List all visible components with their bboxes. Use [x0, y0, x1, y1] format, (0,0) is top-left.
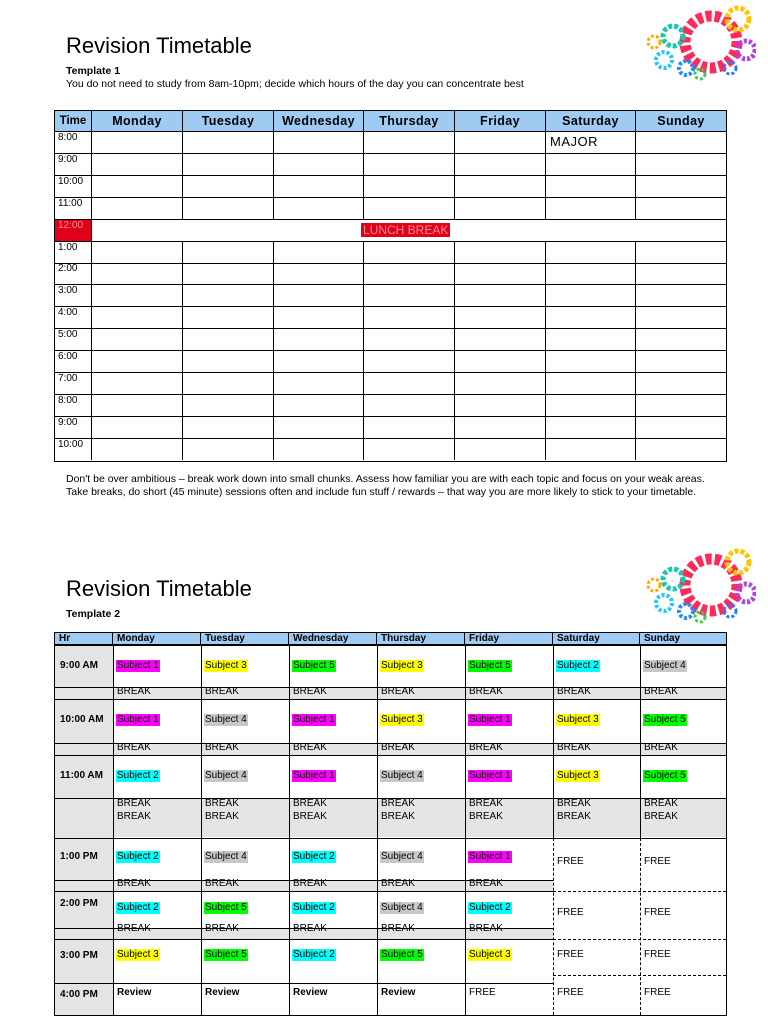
- timetable-cell[interactable]: [455, 242, 546, 263]
- break-label: BREAK: [293, 798, 327, 809]
- row-divider: [55, 645, 726, 646]
- timetable-cell[interactable]: [636, 132, 726, 153]
- break-label: BREAK: [469, 742, 503, 753]
- timetable-cell[interactable]: [92, 132, 183, 153]
- weekend-row-divider: [553, 891, 726, 892]
- break-label: BREAK: [117, 923, 151, 934]
- timetable-cell[interactable]: [455, 329, 546, 350]
- subject-cell[interactable]: Subject 5: [644, 770, 686, 781]
- timetable-cell[interactable]: [636, 176, 726, 197]
- template1-row: [55, 263, 726, 285]
- template1-row: [55, 220, 726, 242]
- template2-label: Template 2: [66, 608, 121, 620]
- break-label: BREAK: [644, 742, 678, 753]
- timetable-cell[interactable]: [636, 329, 726, 350]
- template1-row: [55, 154, 726, 176]
- template1-row: [55, 417, 726, 439]
- subject-cell[interactable]: Subject 3: [557, 770, 599, 781]
- break-label: BREAK: [293, 878, 327, 889]
- timetable-cell[interactable]: [546, 198, 636, 219]
- review-label: Review: [205, 987, 240, 998]
- gears-logo-icon: [636, 4, 756, 82]
- header-saturday: Saturday: [546, 111, 636, 131]
- template1-table: [54, 110, 727, 462]
- subject-cell[interactable]: Subject 5: [381, 949, 423, 960]
- time-cell: 6:00: [55, 351, 92, 372]
- timetable-cell[interactable]: [546, 395, 636, 416]
- timetable-cell[interactable]: [546, 263, 636, 284]
- timetable-cell[interactable]: [455, 263, 546, 284]
- weekend-row-divider: [553, 975, 726, 976]
- break-label: BREAK: [469, 798, 503, 809]
- timetable-cell[interactable]: [455, 439, 546, 460]
- weekend-divider: [640, 838, 641, 1015]
- timetable-cell[interactable]: [364, 198, 455, 219]
- time-cell: 9:00: [55, 417, 92, 438]
- timetable-cell[interactable]: [183, 154, 274, 175]
- timetable-cell[interactable]: [92, 242, 183, 263]
- timetable-cell[interactable]: [364, 439, 455, 460]
- gears-logo-icon-2: [636, 547, 756, 625]
- header2-monday: Monday: [113, 633, 201, 645]
- timetable-cell[interactable]: [364, 263, 455, 284]
- timetable-cell[interactable]: [546, 351, 636, 372]
- break-label: BREAK: [557, 798, 591, 809]
- time-label: 10:00 AM: [60, 714, 104, 725]
- free-label: FREE: [557, 907, 584, 918]
- break-label: BREAK: [293, 923, 327, 934]
- template1-row: [55, 351, 726, 373]
- subject-cell[interactable]: Subject 2: [117, 902, 159, 913]
- timetable-cell[interactable]: [364, 154, 455, 175]
- timetable-cell[interactable]: [546, 417, 636, 438]
- timetable-cell[interactable]: [183, 329, 274, 350]
- break-label: BREAK: [381, 686, 415, 697]
- header-thursday: Thursday: [364, 111, 455, 131]
- break-label: BREAK: [557, 811, 591, 822]
- timetable-cell[interactable]: [546, 176, 636, 197]
- subject-cell[interactable]: Subject 1: [293, 770, 335, 781]
- break-label: BREAK: [117, 686, 151, 697]
- time-label: 1:00 PM: [60, 851, 98, 862]
- timetable-cell[interactable]: [455, 154, 546, 175]
- header2-friday: Friday: [465, 633, 553, 645]
- break-label: BREAK: [469, 686, 503, 697]
- template1-label: Template 1: [66, 65, 121, 77]
- subject-cell[interactable]: Subject 2: [557, 660, 599, 671]
- timetable-cell[interactable]: [183, 351, 274, 372]
- timetable-cell[interactable]: [546, 373, 636, 394]
- column-divider: [377, 645, 378, 1015]
- timetable-cell[interactable]: [455, 198, 546, 219]
- subject-cell[interactable]: Subject 4: [644, 660, 686, 671]
- template2-header-row: [55, 633, 726, 645]
- template1-subtitle: You do not need to study from 8am-10pm; decide which hours of the day you can concentrate best: [66, 78, 524, 90]
- timetable-cell[interactable]: [636, 395, 726, 416]
- break-label: BREAK: [381, 923, 415, 934]
- header2-sunday: Sunday: [644, 633, 681, 644]
- timetable-cell[interactable]: [274, 198, 364, 219]
- column-divider: [465, 645, 466, 1015]
- timetable-cell[interactable]: [546, 285, 636, 306]
- timetable-cell[interactable]: [455, 285, 546, 306]
- time-label: 11:00 AM: [60, 770, 103, 781]
- time-cell: 3:00: [55, 285, 92, 306]
- subject-cell[interactable]: Subject 3: [205, 660, 247, 671]
- timetable-cell[interactable]: [455, 351, 546, 372]
- timetable-cell[interactable]: [92, 439, 183, 460]
- timetable-cell[interactable]: [92, 285, 183, 306]
- timetable-cell[interactable]: [455, 307, 546, 328]
- break-label: BREAK: [469, 811, 503, 822]
- subject-cell[interactable]: Subject 2: [293, 949, 335, 960]
- timetable-cell[interactable]: [92, 351, 183, 372]
- timetable-cell[interactable]: [455, 417, 546, 438]
- template1-row: [55, 198, 726, 220]
- subject-cell[interactable]: Subject 1: [117, 660, 159, 671]
- break-label: BREAK: [381, 798, 415, 809]
- time-cell: 9:00: [55, 154, 92, 175]
- break-label: BREAK: [117, 811, 151, 822]
- timetable-cell[interactable]: [92, 263, 183, 284]
- timetable-cell[interactable]: [274, 373, 364, 394]
- timetable-cell[interactable]: [92, 307, 183, 328]
- weekend-divider: [553, 838, 554, 1015]
- subject-cell[interactable]: Subject 1: [117, 714, 159, 725]
- subject-cell[interactable]: Subject 4: [381, 851, 423, 862]
- timetable-cell[interactable]: [636, 285, 726, 306]
- column-divider: [289, 645, 290, 1015]
- break-label: BREAK: [293, 811, 327, 822]
- template2-table: [54, 632, 727, 1016]
- time-label: 9:00 AM: [60, 660, 98, 671]
- timetable-cell[interactable]: [274, 176, 364, 197]
- template2-title: Revision Timetable: [66, 576, 252, 601]
- timetable-cell[interactable]: [183, 307, 274, 328]
- break-label: BREAK: [117, 742, 151, 753]
- time-label: 4:00 PM: [60, 989, 98, 1000]
- time-cell: 12:00: [55, 220, 92, 241]
- timetable-cell[interactable]: [274, 351, 364, 372]
- timetable-cell[interactable]: [183, 285, 274, 306]
- template1-row: [55, 242, 726, 264]
- timetable-cell[interactable]: [636, 242, 726, 263]
- timetable-cell[interactable]: [183, 373, 274, 394]
- subject-cell[interactable]: Subject 4: [381, 770, 423, 781]
- subject-cell[interactable]: Subject 2: [293, 902, 335, 913]
- break-label: BREAK: [469, 878, 503, 889]
- timetable-cell[interactable]: MAJOR: [546, 132, 636, 153]
- time-label: 2:00 PM: [60, 898, 98, 909]
- timetable-cell[interactable]: [274, 307, 364, 328]
- advice-text: Don't be over ambitious – break work down into small chunks. Assess how familiar you are with each topic and focus on your weak areas. Take breaks, do short (45 minute) sessions often and include fun stuff / rewards – that way you are more likely to stick to your timetable.: [66, 473, 705, 498]
- header2-tuesday: Tuesday: [201, 633, 289, 645]
- time-cell: 7:00: [55, 373, 92, 394]
- template1-row: [55, 329, 726, 351]
- column-divider: [113, 645, 114, 1015]
- subject-cell[interactable]: Subject 3: [117, 949, 159, 960]
- subject-cell[interactable]: Subject 1: [469, 851, 511, 862]
- timetable-cell[interactable]: [183, 439, 274, 460]
- timetable-cell[interactable]: [364, 285, 455, 306]
- time-cell: 10:00: [55, 439, 92, 460]
- header-monday: Monday: [92, 111, 183, 131]
- timetable-cell[interactable]: [364, 307, 455, 328]
- break-label: BREAK: [293, 686, 327, 697]
- time-cell: 5:00: [55, 329, 92, 350]
- time-cell: 8:00: [55, 132, 92, 153]
- time-cell: 10:00: [55, 176, 92, 197]
- column-divider: [201, 645, 202, 1015]
- subject-cell[interactable]: Subject 2: [293, 851, 335, 862]
- header2-wednesday: Wednesday: [289, 633, 377, 645]
- timetable-cell[interactable]: [364, 395, 455, 416]
- subject-cell[interactable]: Subject 5: [205, 902, 247, 913]
- timetable-cell[interactable]: [183, 395, 274, 416]
- break-label: BREAK: [644, 686, 678, 697]
- timetable-cell[interactable]: [364, 132, 455, 153]
- timetable-cell[interactable]: [455, 395, 546, 416]
- template1-row: [55, 307, 726, 329]
- timetable-cell[interactable]: [364, 373, 455, 394]
- timetable-cell[interactable]: [364, 417, 455, 438]
- timetable-cell[interactable]: [274, 242, 364, 263]
- time-cell: 4:00: [55, 307, 92, 328]
- subject-cell[interactable]: Subject 2: [117, 770, 159, 781]
- template1-row: [55, 439, 726, 461]
- timetable-cell[interactable]: [183, 198, 274, 219]
- timetable-cell[interactable]: [546, 329, 636, 350]
- timetable-cell[interactable]: [92, 417, 183, 438]
- break-label: BREAK: [205, 878, 239, 889]
- timetable-cell[interactable]: [92, 176, 183, 197]
- template1-row: [55, 373, 726, 395]
- timetable-cell[interactable]: [636, 307, 726, 328]
- subject-cell[interactable]: Subject 3: [469, 949, 511, 960]
- free-label: FREE: [644, 987, 671, 998]
- header-friday: Friday: [455, 111, 546, 131]
- timetable-cell[interactable]: [636, 351, 726, 372]
- timetable-cell[interactable]: [183, 176, 274, 197]
- timetable-cell[interactable]: [546, 439, 636, 460]
- timetable-cell[interactable]: [636, 198, 726, 219]
- subject-cell[interactable]: Subject 3: [381, 660, 423, 671]
- free-label: FREE: [557, 949, 584, 960]
- weekend-row-divider: [553, 939, 726, 940]
- timetable-cell[interactable]: [274, 439, 364, 460]
- template1-row: [55, 132, 726, 154]
- header-time: Time: [55, 111, 92, 131]
- timetable-cell[interactable]: [274, 263, 364, 284]
- template1-row: [55, 176, 726, 198]
- break-label: BREAK: [117, 798, 151, 809]
- row-divider: [55, 699, 726, 700]
- lunch-break-label: LUNCH BREAK: [363, 222, 449, 237]
- break-label: BREAK: [205, 686, 239, 697]
- subject-cell[interactable]: Subject 5: [293, 660, 335, 671]
- subject-cell[interactable]: Subject 5: [469, 660, 511, 671]
- header2-hr: Hr: [55, 633, 113, 645]
- timetable-cell[interactable]: [636, 154, 726, 175]
- header-wednesday: Wednesday: [274, 111, 364, 131]
- break-label: BREAK: [117, 878, 151, 889]
- timetable-cell[interactable]: [546, 154, 636, 175]
- subject-cell[interactable]: Subject 1: [293, 714, 335, 725]
- free-label: FREE: [557, 856, 584, 867]
- subject-cell[interactable]: Subject 2: [469, 902, 511, 913]
- break-label: BREAK: [205, 923, 239, 934]
- template1-title: Revision Timetable: [66, 33, 252, 58]
- free-label: FREE: [644, 949, 671, 960]
- timetable-cell[interactable]: [183, 417, 274, 438]
- template1-row: [55, 285, 726, 307]
- free-label: FREE: [557, 987, 584, 998]
- timetable-cell[interactable]: [455, 132, 546, 153]
- timetable-cell[interactable]: [274, 395, 364, 416]
- timetable-cell[interactable]: [183, 242, 274, 263]
- time-cell: 2:00: [55, 263, 92, 284]
- timetable-cell[interactable]: [636, 439, 726, 460]
- subject-cell[interactable]: Subject 3: [381, 714, 423, 725]
- timetable-cell[interactable]: [455, 176, 546, 197]
- header-sunday: Sunday: [657, 114, 705, 128]
- timetable-cell[interactable]: [274, 329, 364, 350]
- break-label: BREAK: [557, 686, 591, 697]
- break-label: BREAK: [644, 811, 678, 822]
- subject-cell[interactable]: Subject 4: [205, 770, 247, 781]
- timetable-cell[interactable]: [364, 242, 455, 263]
- timetable-cell[interactable]: [274, 154, 364, 175]
- row-divider: [553, 838, 726, 839]
- timetable-cell[interactable]: [92, 373, 183, 394]
- subject-cell[interactable]: Subject 2: [117, 851, 159, 862]
- timetable-cell[interactable]: [92, 198, 183, 219]
- time-cell: 1:00: [55, 242, 92, 263]
- break-label: BREAK: [205, 811, 239, 822]
- timetable-cell[interactable]: [183, 263, 274, 284]
- subject-cell[interactable]: Subject 5: [644, 714, 686, 725]
- timetable-cell[interactable]: [636, 263, 726, 284]
- time-cell: 8:00: [55, 395, 92, 416]
- timetable-cell[interactable]: [92, 154, 183, 175]
- timetable-cell[interactable]: [92, 329, 183, 350]
- break-label: BREAK: [469, 923, 503, 934]
- subject-cell[interactable]: Subject 5: [205, 949, 247, 960]
- break-label: BREAK: [557, 742, 591, 753]
- subject-cell[interactable]: Subject 4: [205, 851, 247, 862]
- timetable-cell[interactable]: [274, 417, 364, 438]
- timetable-cell[interactable]: [183, 132, 274, 153]
- break-label: BREAK: [381, 742, 415, 753]
- timetable-cell[interactable]: [274, 132, 364, 153]
- subject-cell[interactable]: Subject 4: [381, 902, 423, 913]
- break-label: BREAK: [644, 798, 678, 809]
- free-label: FREE: [644, 856, 671, 867]
- row-divider: [55, 983, 553, 984]
- timetable-cell[interactable]: [364, 176, 455, 197]
- header-tuesday: Tuesday: [183, 111, 274, 131]
- timetable-cell[interactable]: [636, 373, 726, 394]
- time-label: 3:00 PM: [60, 950, 98, 961]
- review-label: Review: [381, 987, 416, 998]
- free-label: FREE: [644, 907, 671, 918]
- template1-row: [55, 395, 726, 417]
- break-label: BREAK: [293, 742, 327, 753]
- break-label: BREAK: [381, 878, 415, 889]
- timetable-cell[interactable]: [546, 242, 636, 263]
- timetable-cell[interactable]: [364, 351, 455, 372]
- timetable-cell[interactable]: [546, 307, 636, 328]
- subject-cell[interactable]: Subject 1: [469, 770, 511, 781]
- header2-saturday: Saturday: [553, 633, 640, 645]
- template1-header-row: [55, 111, 726, 132]
- subject-cell[interactable]: Subject 1: [469, 714, 511, 725]
- subject-cell[interactable]: Subject 3: [557, 714, 599, 725]
- break-label: BREAK: [205, 798, 239, 809]
- timetable-cell[interactable]: [455, 373, 546, 394]
- row-divider: [55, 755, 726, 756]
- review-label: Review: [117, 987, 152, 998]
- timetable-cell[interactable]: [364, 329, 455, 350]
- subject-cell[interactable]: Subject 4: [205, 714, 247, 725]
- timetable-cell[interactable]: [92, 395, 183, 416]
- timetable-cell[interactable]: [274, 285, 364, 306]
- header2-thursday: Thursday: [377, 633, 465, 645]
- timetable-cell[interactable]: [636, 417, 726, 438]
- review-label: Review: [293, 987, 328, 998]
- break-label: BREAK: [381, 811, 415, 822]
- time-cell: 11:00: [55, 198, 92, 219]
- break-label: BREAK: [205, 742, 239, 753]
- free-label: FREE: [469, 987, 496, 998]
